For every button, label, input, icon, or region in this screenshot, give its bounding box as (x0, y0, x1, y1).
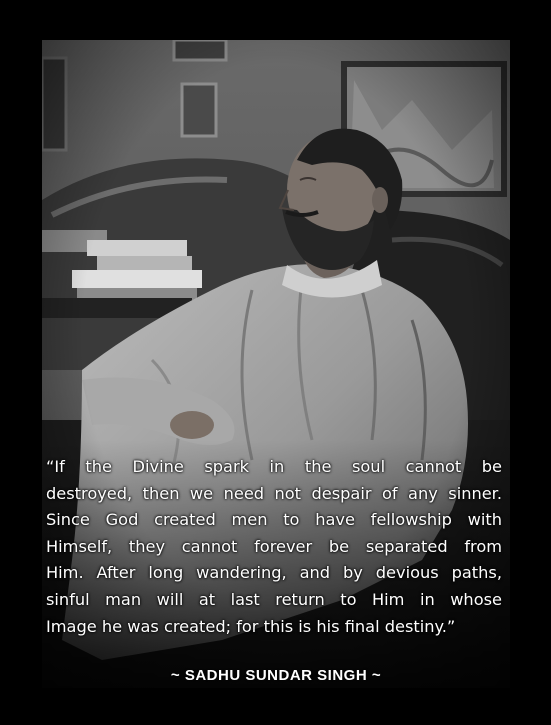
quote-line: “If the Divine spark in the soul cannot be (46, 457, 502, 476)
quote-text (46, 454, 502, 640)
quote-line: Since God created men to have fellowship with (46, 510, 502, 530)
quote-line: Himself, they cannot forever be separated from (46, 536, 502, 556)
portrait-photo (42, 40, 510, 688)
quote-line: Image he was created; for this is his final destiny.” (46, 616, 456, 636)
quote-line: Him. After long wandering, and by devious paths, (46, 563, 502, 583)
attribution: ~ SADHU SUNDAR SINGH ~ (170, 667, 382, 684)
quote-line: destroyed, then we need not despair of any sinner. (46, 483, 502, 503)
quote-line: sinful man will at last return to Him in whose (46, 589, 502, 609)
